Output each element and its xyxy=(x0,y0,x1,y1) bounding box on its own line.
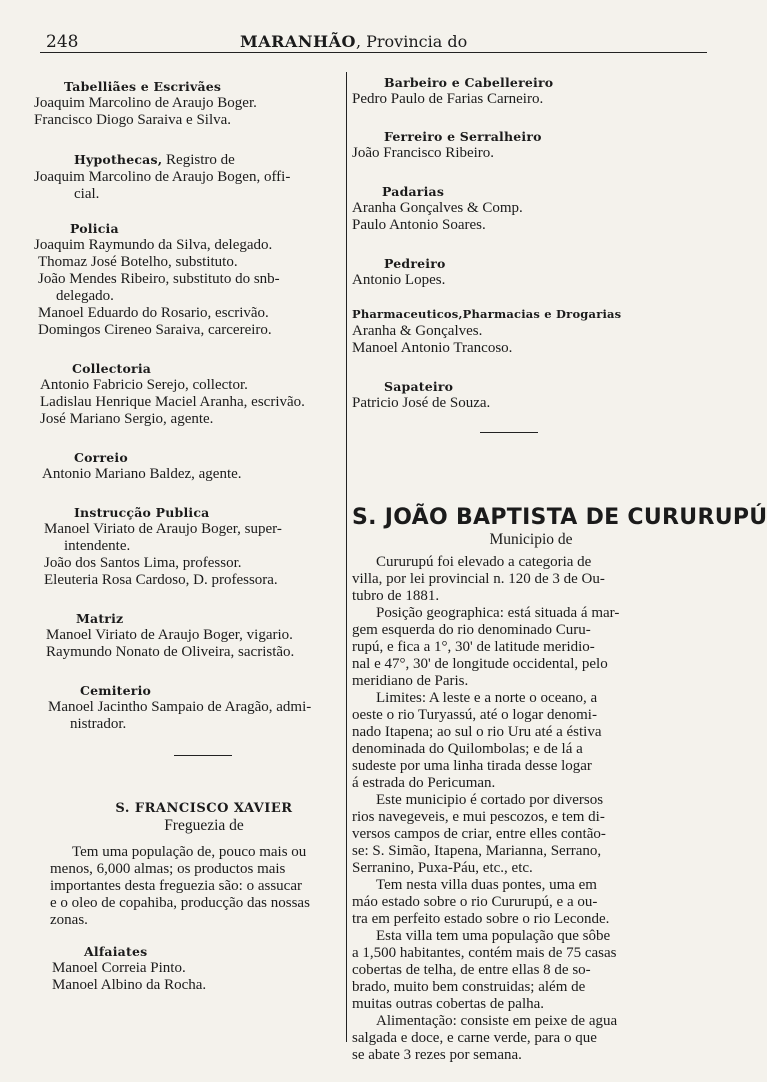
entry: Antonio Lopes. xyxy=(352,272,446,288)
entry: Joaquim Marcolino de Araujo Bogen, offi- xyxy=(34,169,291,185)
entry: nistrador. xyxy=(70,716,127,732)
section-barbeiro xyxy=(352,74,680,108)
entry: Pedro Paulo de Farias Carneiro. xyxy=(352,91,544,107)
entry: João Mendes Ribeiro, substituto do snb- xyxy=(38,271,280,287)
section-sapateiro xyxy=(352,378,680,412)
entry: delegado. xyxy=(56,288,114,304)
entry: Paulo Antonio Soares. xyxy=(352,217,486,233)
entry: Eleuteria Rosa Cardoso, D. professora. xyxy=(44,572,278,588)
place-paragraph: Tem uma população de, pouco mais ou menos, 6,000 almas; os productos mais importantes desta freguezia são: o assucar e o oleo de copahiba, producção das nossas zonas. xyxy=(50,844,310,928)
place-paragraph: Esta villa tem uma população que sôbe a 1,500 habitantes, contém mais de 75 casas cobertas de telha, de entre ellas 8 de so- brado, muito bem construidas; além de muitas outras cobertas de palha. xyxy=(352,928,617,1012)
place-title: S. FRANCISCO XAVIER xyxy=(115,801,293,816)
entry: Domingos Cireneo Saraiva, carcereiro. xyxy=(38,322,272,338)
entry: Manoel Viriato de Araujo Boger, super- xyxy=(44,521,282,537)
section-matriz xyxy=(34,610,344,661)
left-column xyxy=(34,78,344,994)
section-heading: Hypothecas, Registro de xyxy=(74,152,235,168)
entry: Manoel Viriato de Araujo Boger, vigario. xyxy=(46,627,293,643)
section-collectoria xyxy=(34,360,344,428)
entry: Aranha Gonçalves & Comp. xyxy=(352,200,523,216)
section-heading: Correio xyxy=(74,450,128,465)
section-heading: Pharmaceuticos,Pharmacias e Drogarias xyxy=(352,307,622,321)
place-paragraph: Tem nesta villa duas pontes, uma em máo estado sobre o rio Cururupú, e a ou- tra em perfeito estado sobre o rio Leconde. xyxy=(352,877,610,927)
section-instruccao-publica xyxy=(34,504,344,589)
section-heading: Policia xyxy=(70,221,119,236)
section-heading: Matriz xyxy=(76,611,124,626)
section-padarias xyxy=(352,183,680,234)
section-heading: Pedreiro xyxy=(384,256,446,271)
entry: Antonio Fabricio Serejo, collector. xyxy=(40,377,248,393)
section-heading: Ferreiro e Serralheiro xyxy=(384,129,542,144)
page-header xyxy=(40,30,715,52)
section-heading: Collectoria xyxy=(72,361,152,376)
section-heading: Alfaiates xyxy=(84,944,148,959)
entry: Patricio José de Souza. xyxy=(352,395,491,411)
entry: José Mariano Sergio, agente. xyxy=(40,411,214,427)
section-pedreiro xyxy=(352,255,680,289)
section-policia xyxy=(34,220,344,339)
place-title: S. JOÃO BAPTISTA DE CURURUPÚ xyxy=(352,505,767,530)
entry: Thomaz José Botelho, substituto. xyxy=(38,254,238,270)
entry: Joaquim Raymundo da Silva, delegado. xyxy=(34,237,273,253)
page-number: 248 xyxy=(46,32,79,52)
section-tabelliaes xyxy=(34,78,344,129)
place-paragraph: Limites: A leste e a norte o oceano, a oeste o rio Turyassú, até o logar denomi- nado Itapena; ao sul o rio Uru até a éstiva denominada do Quilombolas; e de lá a sudeste por uma linha tirada desse logar á estrada do Pericuman. xyxy=(352,690,602,791)
entry: Manoel Antonio Trancoso. xyxy=(352,340,513,356)
place-paragraph: Posição geographica: está situada á mar- gem esquerda do rio denominado Curu- rupú, e fica a 1°, 30' de latitude meridio- nal e 47°, 30' de longitude occidental, pelo meridiano de Paris. xyxy=(352,605,620,689)
entry: cial. xyxy=(74,186,100,202)
entry: Ladislau Henrique Maciel Aranha, escrivão. xyxy=(40,394,305,410)
entry: Manoel Jacintho Sampaio de Aragão, admi- xyxy=(48,699,312,715)
place-paragraph: Cururupú foi elevado a categoria de villa, por lei provincial n. 120 de 3 de Ou- tubro de 1881. xyxy=(352,554,605,604)
header-rule xyxy=(40,52,707,53)
section-correio xyxy=(34,449,344,483)
section-s-francisco-xavier xyxy=(34,800,344,929)
running-title: MARANHÃO, Provincia do xyxy=(240,32,468,51)
section-pharmaceuticos xyxy=(352,306,680,357)
entry: João Francisco Ribeiro. xyxy=(352,145,495,161)
section-heading: Padarias xyxy=(382,184,445,199)
section-heading: Tabelliães e Escrivães xyxy=(64,79,222,94)
entry: intendente. xyxy=(64,538,131,554)
entry: Aranha & Gonçalves. xyxy=(352,323,483,339)
place-subtitle: Municipio de xyxy=(489,531,573,548)
section-heading: Instrucção Publica xyxy=(74,505,210,520)
section-heading: Barbeiro e Cabellereiro xyxy=(384,75,554,90)
section-alfaiates xyxy=(34,943,344,994)
section-s-joao-baptista xyxy=(352,505,767,1064)
place-paragraph: Este municipio é cortado por diversos rios navegeveis, e mui pescozos, e tem di- versos campos de criar, entre elles contão- se: S. Simão, Itapena, Marianna, Serrano, Serranino, Puxa-Páu, etc., etc. xyxy=(352,792,606,876)
entry: Manoel Eduardo do Rosario, escrivão. xyxy=(38,305,269,321)
entry: Raymundo Nonato de Oliveira, sacristão. xyxy=(46,644,295,660)
entry: Manoel Albino da Rocha. xyxy=(52,977,207,993)
section-cemiterio xyxy=(34,682,344,733)
section-heading: Sapateiro xyxy=(384,379,454,394)
entry: Manoel Correia Pinto. xyxy=(52,960,186,976)
section-hypothecas xyxy=(34,151,344,203)
right-column xyxy=(352,74,767,1064)
section-ferreiro xyxy=(352,128,680,162)
entry: João dos Santos Lima, professor. xyxy=(44,555,242,571)
place-subtitle: Freguezia de xyxy=(164,817,244,834)
entry: Joaquim Marcolino de Araujo Boger. xyxy=(34,95,257,111)
entry: Antonio Mariano Baldez, agente. xyxy=(42,466,242,482)
entry: Francisco Diogo Saraiva e Silva. xyxy=(34,112,232,128)
place-paragraph: Alimentação: consiste em peixe de agua salgada e doce, e carne verde, para o que se abate 3 rezes por semana. xyxy=(352,1013,618,1063)
section-heading: Cemiterio xyxy=(80,683,152,698)
